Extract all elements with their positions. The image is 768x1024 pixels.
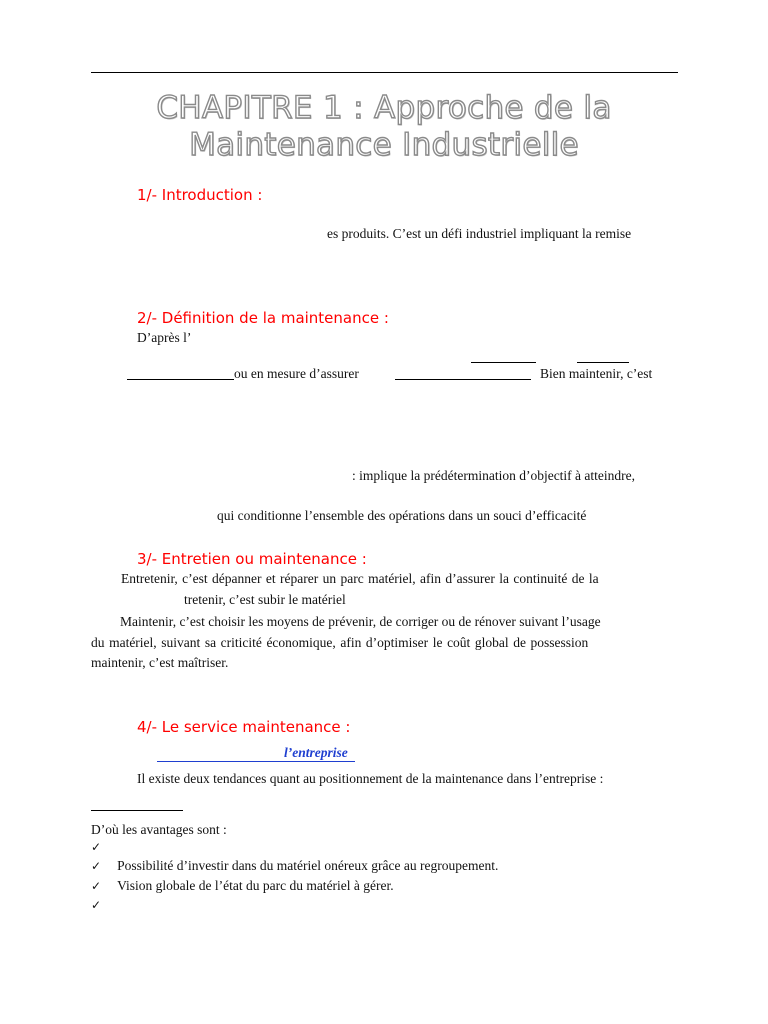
chapter-title-line1: CHAPITRE 1 : Approche de la: [156, 90, 612, 126]
entretien-line1: Entretenir, c’est dépanner et réparer un parc matériel, afin d’assurer la continuité de la: [121, 571, 599, 586]
heading-definition: 2/- Définition de la maintenance :: [137, 309, 389, 327]
check-icon: ✓: [91, 859, 102, 873]
check-icon: ✓: [91, 898, 102, 912]
entreprise-link[interactable]: l’entreprise: [284, 745, 348, 760]
check-icon: ✓: [91, 840, 102, 854]
entretien-line4: du matériel, suivant sa criticité économique, afin d’optimiser le coût global de possession: [91, 635, 589, 650]
entretien-line5: maintenir, c’est maîtriser.: [91, 655, 229, 670]
list-item: [91, 896, 113, 914]
intro-text: es produits. C’est un défi industriel impliquant la remise: [327, 226, 632, 241]
blank-line: [127, 379, 234, 380]
heading-entretien: 3/- Entretien ou maintenance :: [137, 550, 367, 568]
blank-line: [471, 362, 536, 363]
list-item: [91, 838, 113, 856]
blank-line: [395, 379, 531, 380]
advantages-intro: D’où les avantages sont :: [91, 822, 227, 837]
footnote-rule: [91, 810, 183, 811]
service-line1: Il existe deux tendances quant au positionnement de la maintenance dans l’entreprise :: [137, 771, 604, 786]
top-rule: [91, 72, 678, 73]
entretien-line2: tretenir, c’est subir le matériel: [184, 592, 346, 607]
definition-line1: D’après l’: [137, 330, 192, 345]
definition-line4: : implique la prédétermination d’objectif à atteindre,: [352, 468, 636, 483]
definition-line5: qui conditionne l’ensemble des opérations dans un souci d’efficacité: [217, 508, 587, 523]
definition-line3a: ou en mesure d’assurer: [234, 366, 359, 381]
list-item: ✓ Possibilité d’investir dans du matériel onéreux grâce au regroupement.: [91, 858, 499, 873]
blank-line: [577, 362, 629, 363]
chapter-title-line2: Maintenance Industrielle: [189, 127, 579, 163]
definition-line3b: Bien maintenir, c’est: [540, 366, 653, 381]
heading-introduction: 1/- Introduction :: [137, 186, 263, 204]
heading-service: 4/- Le service maintenance :: [137, 718, 351, 736]
link-underline: [157, 761, 355, 762]
check-icon: ✓: [91, 879, 102, 893]
list-item: ✓ Vision globale de l’état du parc du matériel à gérer.: [91, 878, 394, 893]
entretien-line3: Maintenir, c’est choisir les moyens de prévenir, de corriger ou de rénover suivant l’usage: [120, 614, 601, 629]
